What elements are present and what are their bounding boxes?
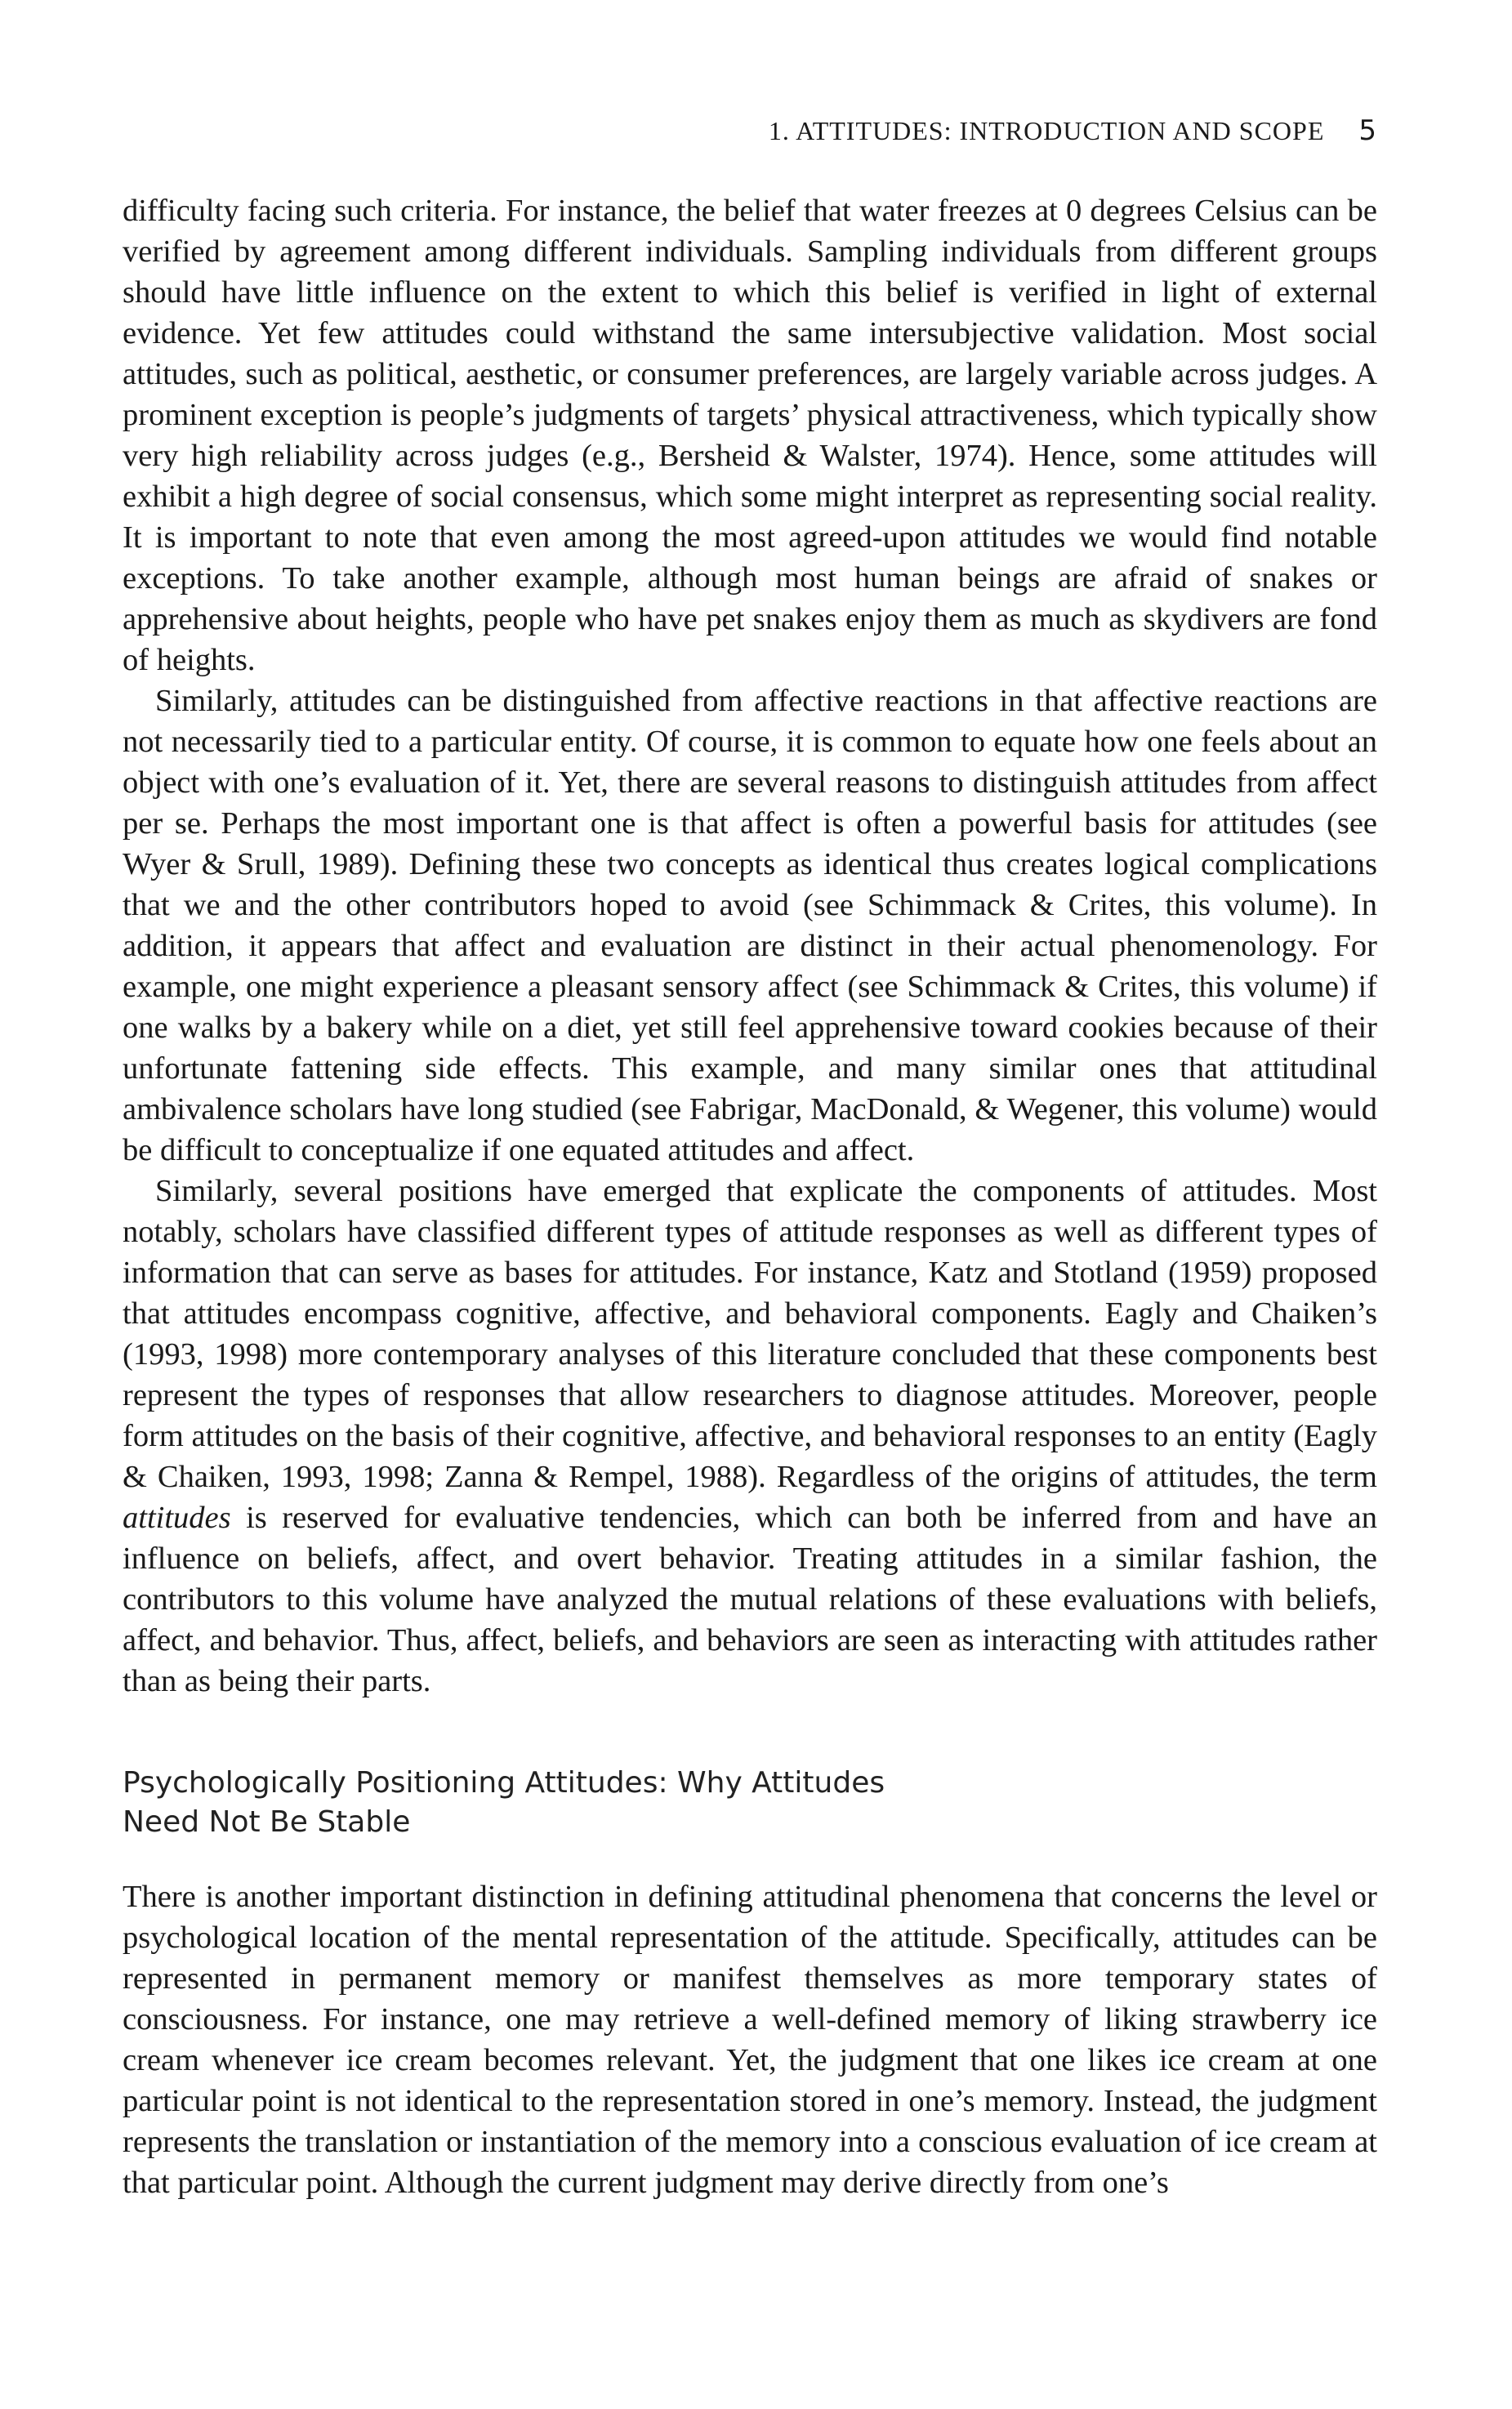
paragraph-3 — [123, 1171, 1377, 1702]
paragraph-1: difficulty facing such criteria. For instance, the belief that water freezes at 0 degrees Celsius can be verified by agreement among different individuals. Sampling individuals from different groups should have little influence on the extent to which this belief is verified in light of external evidence. Yet few attitudes could withstand the same intersubjective validation. Most social attitudes, such as political, aesthetic, or consumer preferences, are largely variable across judges. A prominent exception is people’s judgments of targets’ physical attractiveness, which typically show very high reliability across judges (e.g., Bersheid & Walster, 1974). Hence, some attitudes will exhibit a high degree of social consensus, which some might interpret as representing social reality. It is important to note that even among the most agreed-upon attitudes we would find notable exceptions. To take another example, although most human beings are afraid of snakes or apprehensive about heights, people who have pet snakes enjoy them as much as skydivers are fond of heights. — [123, 194, 1377, 677]
body-text — [123, 190, 1377, 2203]
page-number: 5 — [1358, 114, 1377, 147]
running-head — [769, 114, 1377, 147]
paragraph-4: There is another important distinction in defining attitudinal phenomena that concerns the level or psychological location of the mental representation of the attitude. Specifically, attitudes can be represented in permanent memory or manifest themselves as more temporary states of consciousness. For instance, one may retrieve a well-defined memory of liking strawberry ice cream whenever ice cream becomes relevant. Yet, the judgment that one likes ice cream at one particular point is not identical to the representation stored in one’s memory. Instead, the judgment represents the translation or instantiation of the memory into a conscious evaluation of ice cream at that particular point. Although the current judgment may derive directly from one’s — [123, 1880, 1377, 2200]
paragraph-2: Similarly, attitudes can be distinguished from affective reactions in that affective reactions are not necessarily tied to a particular entity. Of course, it is common to equate how one feels about an object with one’s evaluation of it. Yet, there are several reasons to distinguish attitudes from affect per se. Perhaps the most important one is that affect is often a powerful basis for attitudes (see Wyer & Srull, 1989). Defining these two concepts as identical thus creates logical complications that we and the other contributors hoped to avoid (see Schimmack & Crites, this volume). In addition, it appears that affect and evaluation are distinct in their actual phenomenology. For example, one might experience a pleasant sensory affect (see Schimmack & Crites, this volume) if one walks by a bakery while on a diet, yet still feel apprehensive toward cookies because of their unfortunate fattening side effects. This example, and many similar ones that attitudinal ambivalence scholars have long studied (see Fabrigar, MacDonald, & Wegener, this volume) would be difficult to conceptualize if one equated attitudes and affect. — [123, 684, 1377, 1167]
running-head-title: 1. ATTITUDES: INTRODUCTION AND SCOPE — [768, 116, 1325, 145]
paragraph-3-part-1: Similarly, several positions have emerged that explicate the components of attitudes. Most notably, scholars have classified different types of attitude responses as well as different types of information that can serve as bases for attitudes. For instance, Katz and Stotland (1959) proposed that attitudes encompass cognitive, affective, and behavioral components. Eagly and Chaiken’s (1993, 1998) more contemporary analyses of this literature concluded that these components best represent the types of responses that allow researchers to diagnose attitudes. Moreover, people form attitudes on the basis of their cognitive, affective, and behavioral responses to an entity (Eagly & Chaiken, 1993, 1998; Zanna & Rempel, 1988). Regardless of the origins of attitudes, the term — [123, 1174, 1377, 1494]
section-heading-line-1: Psychologically Positioning Attitudes: Why Attitudes — [123, 1766, 885, 1800]
italic-term-attitudes: attitudes — [123, 1501, 231, 1535]
section-heading-line-2: Need Not Be Stable — [123, 1805, 411, 1839]
section-heading — [123, 1764, 1086, 1842]
paragraph-3-part-2: is reserved for evaluative tendencies, which can both be inferred from and have an influence on beliefs, affect, and overt behavior. Treating attitudes in a similar fashion, the contributors to this volume have analyzed the mutual relations of these evaluations with beliefs, affect, and behavior. Thus, affect, beliefs, and behaviors are seen as interacting with attitudes rather than as being their parts. — [123, 1501, 1377, 1698]
